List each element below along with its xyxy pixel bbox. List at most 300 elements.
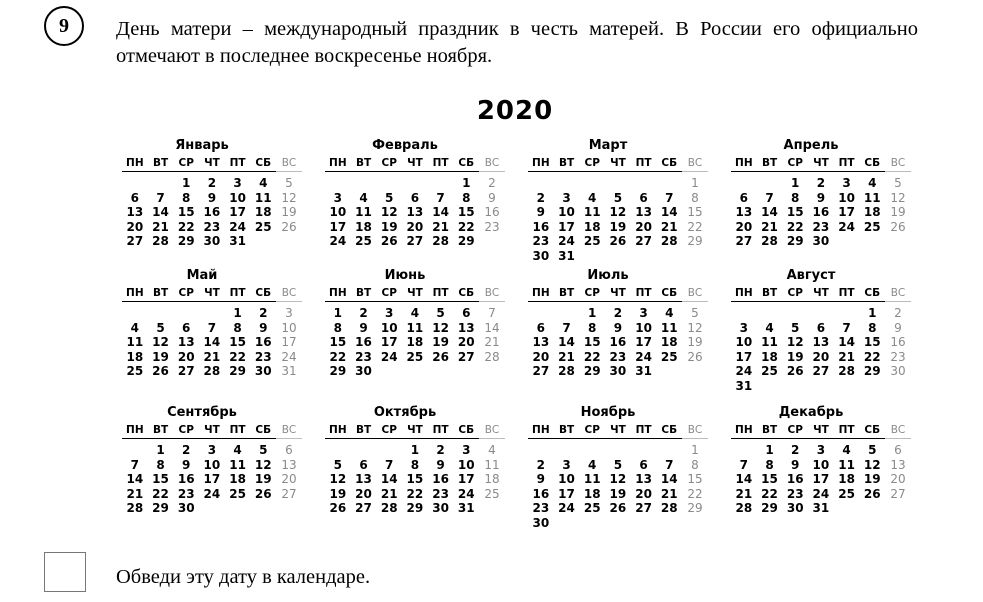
day-date[interactable]: 3 bbox=[333, 190, 343, 205]
day-date[interactable]: 20 bbox=[635, 219, 652, 234]
day-date[interactable]: 8 bbox=[156, 457, 165, 472]
day-date[interactable]: 25 bbox=[761, 364, 778, 379]
sunday-date[interactable]: 3 bbox=[285, 306, 293, 320]
day-date[interactable]: 18 bbox=[838, 472, 855, 487]
day-date[interactable]: 5 bbox=[385, 190, 394, 205]
day-date[interactable]: 27 bbox=[532, 364, 550, 379]
day-date[interactable]: 16 bbox=[177, 472, 195, 487]
day-date[interactable]: 7 bbox=[130, 457, 140, 472]
day-date[interactable]: 20 bbox=[635, 486, 652, 501]
day-date[interactable]: 14 bbox=[126, 472, 144, 487]
day-date[interactable]: 2 bbox=[536, 190, 546, 205]
day-date[interactable]: 22 bbox=[786, 219, 804, 234]
day-date[interactable]: 12 bbox=[786, 335, 804, 350]
day-date[interactable]: 3 bbox=[462, 443, 471, 457]
day-date[interactable]: 21 bbox=[558, 349, 575, 364]
day-date[interactable]: 1 bbox=[333, 306, 343, 320]
day-date[interactable]: 30 bbox=[203, 234, 221, 249]
day-date[interactable]: 17 bbox=[329, 219, 347, 234]
day-date[interactable]: 16 bbox=[532, 219, 550, 234]
day-date[interactable]: 22 bbox=[177, 219, 195, 234]
day-date[interactable]: 16 bbox=[609, 335, 627, 350]
day-date[interactable]: 27 bbox=[355, 501, 372, 516]
day-date[interactable]: 8 bbox=[182, 190, 191, 205]
day-date[interactable]: 9 bbox=[182, 457, 191, 472]
day-date[interactable]: 27 bbox=[635, 501, 652, 516]
day-date[interactable]: 4 bbox=[588, 190, 597, 205]
day-date[interactable]: 9 bbox=[536, 472, 546, 487]
day-date[interactable]: 14 bbox=[432, 205, 449, 220]
day-date[interactable]: 8 bbox=[462, 190, 471, 205]
day-date[interactable]: 7 bbox=[739, 457, 749, 472]
day-date[interactable]: 14 bbox=[660, 472, 678, 487]
day-date[interactable]: 2 bbox=[207, 176, 217, 190]
day-date[interactable]: 12 bbox=[254, 457, 272, 472]
day-date[interactable]: 26 bbox=[863, 486, 881, 501]
day-date[interactable]: 21 bbox=[432, 219, 449, 234]
day-date[interactable]: 28 bbox=[380, 501, 398, 516]
day-date[interactable]: 11 bbox=[254, 190, 272, 205]
day-date[interactable]: 23 bbox=[177, 486, 195, 501]
day-date[interactable]: 28 bbox=[735, 501, 753, 516]
day-date[interactable]: 23 bbox=[432, 486, 449, 501]
day-date[interactable]: 6 bbox=[639, 190, 648, 205]
day-date[interactable]: 23 bbox=[786, 486, 804, 501]
day-date[interactable]: 17 bbox=[838, 205, 855, 220]
day-date[interactable]: 18 bbox=[355, 219, 372, 234]
day-date[interactable]: 1 bbox=[791, 176, 800, 190]
day-date[interactable]: 24 bbox=[735, 364, 753, 379]
day-date[interactable]: 13 bbox=[812, 335, 830, 350]
sunday-date[interactable]: 23 bbox=[890, 349, 906, 364]
day-date[interactable]: 13 bbox=[735, 205, 753, 220]
day-date[interactable]: 15 bbox=[177, 205, 195, 220]
day-date[interactable]: 25 bbox=[126, 364, 144, 379]
day-date[interactable]: 29 bbox=[329, 364, 347, 379]
day-date[interactable]: 6 bbox=[739, 190, 749, 205]
day-date[interactable]: 18 bbox=[583, 219, 601, 234]
day-date[interactable]: 10 bbox=[457, 457, 475, 472]
day-date[interactable]: 10 bbox=[380, 320, 398, 335]
sunday-date[interactable]: 27 bbox=[890, 486, 906, 501]
day-date[interactable]: 19 bbox=[786, 349, 804, 364]
day-date[interactable]: 24 bbox=[812, 486, 830, 501]
day-date[interactable]: 26 bbox=[152, 364, 169, 379]
day-date[interactable]: 30 bbox=[254, 364, 272, 379]
day-date[interactable]: 5 bbox=[613, 457, 623, 472]
day-date[interactable]: 1 bbox=[765, 443, 774, 457]
day-date[interactable]: 14 bbox=[558, 335, 575, 350]
day-date[interactable]: 28 bbox=[660, 501, 678, 516]
day-date[interactable]: 28 bbox=[152, 234, 169, 249]
day-date[interactable]: 13 bbox=[532, 335, 550, 350]
day-date[interactable]: 6 bbox=[359, 457, 368, 472]
day-date[interactable]: 25 bbox=[406, 349, 424, 364]
sunday-date[interactable]: 2 bbox=[488, 176, 496, 190]
sunday-date[interactable]: 25 bbox=[484, 486, 500, 501]
day-date[interactable]: 11 bbox=[583, 472, 601, 487]
day-date[interactable]: 25 bbox=[583, 234, 601, 249]
day-date[interactable]: 31 bbox=[457, 501, 475, 516]
day-date[interactable]: 31 bbox=[735, 378, 753, 393]
day-date[interactable]: 24 bbox=[329, 234, 347, 249]
sunday-date[interactable]: 5 bbox=[285, 176, 293, 190]
day-date[interactable]: 24 bbox=[457, 486, 475, 501]
day-date[interactable]: 28 bbox=[660, 234, 678, 249]
day-date[interactable]: 3 bbox=[739, 320, 749, 335]
day-date[interactable]: 14 bbox=[203, 335, 221, 350]
day-date[interactable]: 24 bbox=[229, 219, 246, 234]
day-date[interactable]: 7 bbox=[436, 190, 445, 205]
day-date[interactable]: 2 bbox=[816, 176, 826, 190]
day-date[interactable]: 3 bbox=[207, 443, 217, 457]
day-date[interactable]: 17 bbox=[635, 335, 652, 350]
day-date[interactable]: 14 bbox=[735, 472, 753, 487]
sunday-date[interactable]: 22 bbox=[687, 486, 703, 501]
day-date[interactable]: 8 bbox=[333, 320, 343, 335]
day-date[interactable]: 11 bbox=[229, 457, 246, 472]
day-date[interactable]: 2 bbox=[436, 443, 445, 457]
day-date[interactable]: 15 bbox=[786, 205, 804, 220]
day-date[interactable]: 25 bbox=[660, 349, 678, 364]
day-date[interactable]: 2 bbox=[791, 443, 800, 457]
day-date[interactable]: 16 bbox=[432, 472, 449, 487]
day-date[interactable]: 10 bbox=[229, 190, 246, 205]
day-date[interactable]: 8 bbox=[868, 320, 877, 335]
sunday-date[interactable]: 29 bbox=[687, 234, 703, 249]
day-date[interactable]: 28 bbox=[126, 501, 144, 516]
day-date[interactable]: 2 bbox=[536, 457, 546, 472]
day-date[interactable]: 18 bbox=[761, 349, 778, 364]
day-date[interactable]: 27 bbox=[635, 234, 652, 249]
day-date[interactable]: 17 bbox=[380, 335, 398, 350]
day-date[interactable]: 29 bbox=[761, 501, 778, 516]
day-date[interactable]: 21 bbox=[126, 486, 144, 501]
day-date[interactable]: 30 bbox=[432, 501, 449, 516]
sunday-date[interactable]: 6 bbox=[285, 443, 293, 457]
day-date[interactable]: 4 bbox=[842, 443, 851, 457]
sunday-date[interactable]: 18 bbox=[484, 472, 500, 487]
day-date[interactable]: 22 bbox=[583, 349, 601, 364]
day-date[interactable]: 11 bbox=[838, 457, 855, 472]
day-date[interactable]: 28 bbox=[432, 234, 449, 249]
day-date[interactable]: 5 bbox=[436, 306, 445, 320]
day-date[interactable]: 21 bbox=[735, 486, 753, 501]
day-date[interactable]: 12 bbox=[609, 205, 627, 220]
day-date[interactable]: 14 bbox=[380, 472, 398, 487]
sunday-date[interactable]: 15 bbox=[687, 205, 703, 220]
sunday-date[interactable]: 19 bbox=[687, 335, 703, 350]
sunday-date[interactable]: 29 bbox=[687, 501, 703, 516]
sunday-date[interactable]: 5 bbox=[894, 176, 902, 190]
day-date[interactable]: 1 bbox=[462, 176, 471, 190]
day-date[interactable]: 19 bbox=[609, 219, 627, 234]
sunday-date[interactable]: 26 bbox=[281, 219, 297, 234]
day-date[interactable]: 5 bbox=[613, 190, 623, 205]
day-date[interactable]: 17 bbox=[558, 486, 575, 501]
day-date[interactable]: 8 bbox=[588, 320, 597, 335]
sunday-date[interactable]: 9 bbox=[488, 190, 496, 205]
day-date[interactable]: 25 bbox=[583, 501, 601, 516]
day-date[interactable]: 3 bbox=[842, 176, 851, 190]
day-date[interactable]: 22 bbox=[152, 486, 169, 501]
day-date[interactable]: 23 bbox=[609, 349, 627, 364]
day-date[interactable]: 4 bbox=[130, 320, 140, 335]
day-date[interactable]: 9 bbox=[359, 320, 368, 335]
day-date[interactable]: 14 bbox=[761, 205, 778, 220]
day-date[interactable]: 18 bbox=[126, 349, 144, 364]
day-date[interactable]: 22 bbox=[863, 349, 881, 364]
sunday-date[interactable]: 26 bbox=[687, 349, 703, 364]
day-date[interactable]: 30 bbox=[812, 234, 830, 249]
day-date[interactable]: 31 bbox=[229, 234, 246, 249]
day-date[interactable]: 3 bbox=[639, 306, 648, 320]
sunday-date[interactable]: 31 bbox=[281, 364, 297, 379]
day-date[interactable]: 21 bbox=[203, 349, 221, 364]
day-date[interactable]: 24 bbox=[203, 486, 221, 501]
day-date[interactable]: 7 bbox=[156, 190, 165, 205]
day-date[interactable]: 9 bbox=[791, 457, 800, 472]
day-date[interactable]: 1 bbox=[588, 306, 597, 320]
day-date[interactable]: 18 bbox=[863, 205, 881, 220]
day-date[interactable]: 6 bbox=[130, 190, 140, 205]
day-date[interactable]: 7 bbox=[207, 320, 217, 335]
day-date[interactable]: 29 bbox=[152, 501, 169, 516]
day-date[interactable]: 2 bbox=[259, 306, 268, 320]
day-date[interactable]: 20 bbox=[532, 349, 550, 364]
sunday-date[interactable]: 17 bbox=[281, 335, 297, 350]
day-date[interactable]: 23 bbox=[532, 501, 550, 516]
day-date[interactable]: 6 bbox=[536, 320, 546, 335]
day-date[interactable]: 6 bbox=[639, 457, 648, 472]
day-date[interactable]: 25 bbox=[254, 219, 272, 234]
day-date[interactable]: 23 bbox=[532, 234, 550, 249]
day-date[interactable]: 2 bbox=[613, 306, 623, 320]
sunday-date[interactable]: 10 bbox=[281, 320, 297, 335]
day-date[interactable]: 12 bbox=[432, 320, 449, 335]
day-date[interactable]: 21 bbox=[152, 219, 169, 234]
day-date[interactable]: 3 bbox=[385, 306, 394, 320]
day-date[interactable]: 9 bbox=[816, 190, 826, 205]
day-date[interactable]: 19 bbox=[609, 486, 627, 501]
day-date[interactable]: 20 bbox=[177, 349, 195, 364]
day-date[interactable]: 19 bbox=[152, 349, 169, 364]
day-date[interactable]: 28 bbox=[761, 234, 778, 249]
day-date[interactable]: 10 bbox=[558, 472, 575, 487]
day-date[interactable]: 10 bbox=[735, 335, 753, 350]
sunday-date[interactable]: 26 bbox=[890, 219, 906, 234]
day-date[interactable]: 31 bbox=[812, 501, 830, 516]
day-date[interactable]: 5 bbox=[156, 320, 165, 335]
day-date[interactable]: 10 bbox=[812, 457, 830, 472]
day-date[interactable]: 9 bbox=[207, 190, 217, 205]
day-date[interactable]: 11 bbox=[660, 320, 678, 335]
sunday-date[interactable]: 16 bbox=[890, 335, 906, 350]
sunday-date[interactable]: 8 bbox=[691, 190, 699, 205]
day-date[interactable]: 23 bbox=[254, 349, 272, 364]
sunday-date[interactable]: 12 bbox=[890, 190, 906, 205]
day-date[interactable]: 4 bbox=[359, 190, 368, 205]
day-date[interactable]: 29 bbox=[786, 234, 804, 249]
day-date[interactable]: 21 bbox=[380, 486, 398, 501]
day-date[interactable]: 13 bbox=[457, 320, 475, 335]
day-date[interactable]: 16 bbox=[254, 335, 272, 350]
day-date[interactable]: 6 bbox=[816, 320, 826, 335]
day-date[interactable]: 9 bbox=[536, 205, 546, 220]
day-date[interactable]: 21 bbox=[838, 349, 855, 364]
day-date[interactable]: 27 bbox=[177, 364, 195, 379]
sunday-date[interactable]: 16 bbox=[484, 205, 500, 220]
day-date[interactable]: 12 bbox=[152, 335, 169, 350]
day-date[interactable]: 14 bbox=[660, 205, 678, 220]
day-date[interactable]: 16 bbox=[355, 335, 372, 350]
day-date[interactable]: 5 bbox=[868, 443, 877, 457]
day-date[interactable]: 30 bbox=[355, 364, 372, 379]
day-date[interactable]: 27 bbox=[406, 234, 424, 249]
day-date[interactable]: 19 bbox=[380, 219, 398, 234]
day-date[interactable]: 1 bbox=[233, 306, 242, 320]
day-date[interactable]: 10 bbox=[838, 190, 855, 205]
day-date[interactable]: 10 bbox=[329, 205, 347, 220]
day-date[interactable]: 26 bbox=[609, 501, 627, 516]
day-date[interactable]: 7 bbox=[765, 190, 774, 205]
day-date[interactable]: 8 bbox=[765, 457, 774, 472]
day-date[interactable]: 9 bbox=[259, 320, 268, 335]
day-date[interactable]: 14 bbox=[838, 335, 855, 350]
day-date[interactable]: 18 bbox=[229, 472, 246, 487]
sunday-date[interactable]: 22 bbox=[687, 219, 703, 234]
day-date[interactable]: 4 bbox=[259, 176, 268, 190]
day-date[interactable]: 30 bbox=[532, 248, 550, 263]
day-date[interactable]: 9 bbox=[436, 457, 445, 472]
sunday-date[interactable]: 21 bbox=[484, 335, 500, 350]
sunday-date[interactable]: 9 bbox=[894, 320, 902, 335]
day-date[interactable]: 28 bbox=[838, 364, 855, 379]
day-date[interactable]: 18 bbox=[406, 335, 424, 350]
day-date[interactable]: 11 bbox=[583, 205, 601, 220]
day-date[interactable]: 1 bbox=[410, 443, 420, 457]
day-date[interactable]: 19 bbox=[863, 472, 881, 487]
sunday-date[interactable]: 19 bbox=[890, 205, 906, 220]
sunday-date[interactable]: 20 bbox=[890, 472, 906, 487]
day-date[interactable]: 23 bbox=[812, 219, 830, 234]
day-date[interactable]: 27 bbox=[457, 349, 475, 364]
sunday-date[interactable]: 8 bbox=[691, 457, 699, 472]
day-date[interactable]: 15 bbox=[406, 472, 424, 487]
day-date[interactable]: 10 bbox=[203, 457, 221, 472]
day-date[interactable]: 11 bbox=[355, 205, 372, 220]
day-date[interactable]: 26 bbox=[380, 234, 398, 249]
sunday-date[interactable]: 23 bbox=[484, 219, 500, 234]
day-date[interactable]: 3 bbox=[233, 176, 242, 190]
day-date[interactable]: 7 bbox=[842, 320, 851, 335]
sunday-date[interactable]: 5 bbox=[691, 306, 699, 320]
sunday-date[interactable]: 12 bbox=[281, 190, 297, 205]
day-date[interactable]: 5 bbox=[333, 457, 343, 472]
day-date[interactable]: 6 bbox=[462, 306, 471, 320]
day-date[interactable]: 4 bbox=[588, 457, 597, 472]
day-date[interactable]: 17 bbox=[558, 219, 575, 234]
day-date[interactable]: 3 bbox=[562, 190, 571, 205]
day-date[interactable]: 19 bbox=[329, 486, 347, 501]
day-date[interactable]: 10 bbox=[635, 320, 652, 335]
day-date[interactable]: 31 bbox=[635, 364, 652, 379]
day-date[interactable]: 29 bbox=[457, 234, 475, 249]
day-date[interactable]: 15 bbox=[863, 335, 881, 350]
day-date[interactable]: 12 bbox=[609, 472, 627, 487]
day-date[interactable]: 19 bbox=[432, 335, 449, 350]
day-date[interactable]: 21 bbox=[660, 486, 678, 501]
day-date[interactable]: 5 bbox=[791, 320, 800, 335]
sunday-date[interactable]: 15 bbox=[687, 472, 703, 487]
day-date[interactable]: 30 bbox=[786, 501, 804, 516]
day-date[interactable]: 26 bbox=[609, 234, 627, 249]
day-date[interactable]: 30 bbox=[532, 515, 550, 530]
day-date[interactable]: 16 bbox=[786, 472, 804, 487]
day-date[interactable]: 17 bbox=[229, 205, 246, 220]
day-date[interactable]: 2 bbox=[182, 443, 191, 457]
day-date[interactable]: 20 bbox=[812, 349, 830, 364]
day-date[interactable]: 24 bbox=[558, 234, 575, 249]
day-date[interactable]: 13 bbox=[126, 205, 144, 220]
day-date[interactable]: 22 bbox=[406, 486, 424, 501]
day-date[interactable]: 22 bbox=[761, 486, 778, 501]
day-date[interactable]: 18 bbox=[254, 205, 272, 220]
day-date[interactable]: 30 bbox=[177, 501, 195, 516]
day-date[interactable]: 15 bbox=[152, 472, 169, 487]
day-date[interactable]: 22 bbox=[229, 349, 246, 364]
day-date[interactable]: 23 bbox=[203, 219, 221, 234]
day-date[interactable]: 27 bbox=[126, 234, 144, 249]
day-date[interactable]: 20 bbox=[406, 219, 424, 234]
day-date[interactable]: 12 bbox=[329, 472, 347, 487]
day-date[interactable]: 13 bbox=[177, 335, 195, 350]
day-date[interactable]: 20 bbox=[735, 219, 753, 234]
day-date[interactable]: 6 bbox=[182, 320, 191, 335]
day-date[interactable]: 21 bbox=[761, 219, 778, 234]
day-date[interactable]: 29 bbox=[583, 364, 601, 379]
day-date[interactable]: 28 bbox=[558, 364, 575, 379]
day-date[interactable]: 7 bbox=[385, 457, 394, 472]
day-date[interactable]: 11 bbox=[863, 190, 881, 205]
day-date[interactable]: 31 bbox=[558, 248, 575, 263]
sunday-date[interactable]: 7 bbox=[488, 306, 496, 320]
day-date[interactable]: 24 bbox=[558, 501, 575, 516]
day-date[interactable]: 4 bbox=[665, 306, 674, 320]
day-date[interactable]: 17 bbox=[812, 472, 830, 487]
sunday-date[interactable]: 13 bbox=[281, 457, 297, 472]
day-date[interactable]: 11 bbox=[406, 320, 424, 335]
day-date[interactable]: 21 bbox=[660, 219, 678, 234]
day-date[interactable]: 13 bbox=[406, 205, 424, 220]
day-date[interactable]: 11 bbox=[126, 335, 144, 350]
day-date[interactable]: 8 bbox=[791, 190, 800, 205]
day-date[interactable]: 24 bbox=[380, 349, 398, 364]
day-date[interactable]: 11 bbox=[761, 335, 778, 350]
day-date[interactable]: 12 bbox=[380, 205, 398, 220]
day-date[interactable]: 13 bbox=[635, 205, 652, 220]
sunday-date[interactable]: 4 bbox=[488, 443, 496, 457]
day-date[interactable]: 25 bbox=[355, 234, 372, 249]
day-date[interactable]: 4 bbox=[233, 443, 242, 457]
sunday-date[interactable]: 27 bbox=[281, 486, 297, 501]
sunday-date[interactable]: 19 bbox=[281, 205, 297, 220]
day-date[interactable]: 2 bbox=[359, 306, 368, 320]
day-date[interactable]: 10 bbox=[558, 205, 575, 220]
day-date[interactable]: 16 bbox=[203, 205, 221, 220]
answer-checkbox[interactable] bbox=[44, 552, 86, 592]
day-date[interactable]: 20 bbox=[126, 219, 144, 234]
